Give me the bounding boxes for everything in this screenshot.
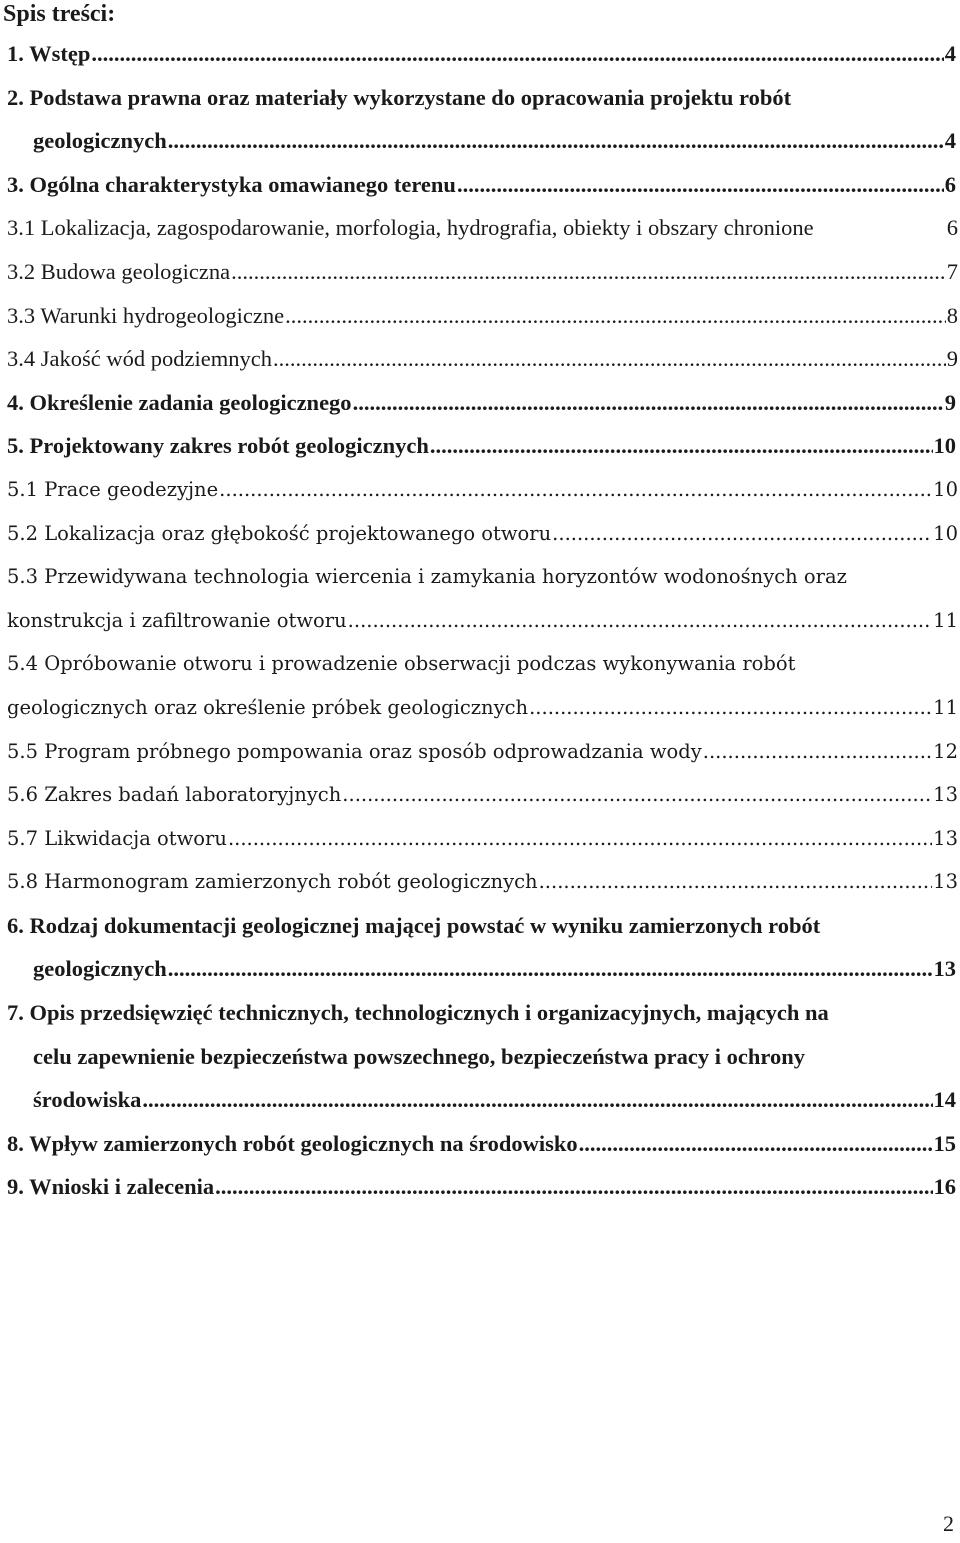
toc-leader-dots	[285, 294, 946, 338]
toc-entry-page: 14	[933, 1087, 956, 1113]
toc-entry-page: 8	[946, 302, 958, 328]
toc-entry-continuation[interactable]	[0, 599, 960, 643]
toc-entry-title: 9. Wnioski i zalecenia	[7, 1174, 215, 1200]
toc-entry-page: 13	[933, 956, 956, 982]
toc-entry[interactable]	[0, 163, 960, 207]
toc-entry-title: 5.4 Opróbowanie otworu i prowadzenie obserwacji podczas wykonywania robót	[7, 652, 796, 676]
toc-entry-page: 16	[933, 1174, 956, 1200]
toc-entry-continuation[interactable]	[0, 686, 960, 730]
toc-entry-title: geologicznych	[33, 956, 167, 982]
toc-leader-dots	[215, 1165, 932, 1209]
toc-entry-title: 6. Rodzaj dokumentacji geologicznej mającej powstać w wyniku zamierzonych robót	[7, 912, 821, 938]
toc-entry-title: 5.1 Prace geodezyjne	[7, 477, 219, 501]
toc-entry[interactable]	[0, 250, 960, 294]
toc-entry-page: 13	[933, 826, 958, 850]
toc-entry-page: 10	[933, 433, 956, 459]
toc-leader-dots	[219, 468, 932, 512]
toc-entry-title: 8. Wpływ zamierzonych robót geologicznych na środowisko	[7, 1130, 578, 1156]
toc-entry-page: 13	[933, 783, 958, 807]
toc-leader-dots	[539, 860, 933, 904]
toc-entry-title: 5.7 Likwidacja otworu	[7, 826, 227, 850]
toc-entry[interactable]	[0, 1122, 960, 1166]
toc-leader-dots	[231, 250, 946, 294]
toc-entry-title: 2. Podstawa prawna oraz materiały wykorzystane do opracowania projektu robót	[7, 84, 792, 110]
toc-entry-page: 13	[933, 870, 958, 894]
toc-entry-page: 9	[944, 389, 956, 415]
toc-entry[interactable]	[0, 76, 960, 120]
toc-entry-page: 4	[944, 128, 956, 154]
toc-entry[interactable]	[0, 817, 960, 861]
toc-entry-page: 12	[933, 739, 958, 763]
toc-entry[interactable]	[0, 337, 960, 381]
toc-entry-title: 3. Ogólna charakterystyka omawianego terenu	[7, 171, 456, 197]
toc-leader-dots	[552, 512, 932, 556]
toc-entry[interactable]	[0, 555, 960, 599]
toc-entry-title: geologicznych oraz określenie próbek geologicznych	[7, 695, 529, 719]
toc-entry[interactable]	[0, 860, 960, 904]
toc-leader-dots	[342, 773, 932, 817]
toc-entry[interactable]	[0, 904, 960, 948]
toc-entry[interactable]	[0, 32, 960, 76]
toc-entry[interactable]	[0, 730, 960, 774]
toc-entry-title: 3.2 Budowa geologiczna	[7, 258, 231, 284]
toc-leader-dots	[353, 381, 944, 425]
toc-entry-page: 10	[933, 521, 958, 545]
toc-leader-dots	[579, 1122, 933, 1166]
toc-entry-title: 5. Projektowany zakres robót geologicznych	[7, 433, 429, 459]
toc-entry-page: 11	[933, 695, 958, 719]
toc-entry-continuation[interactable]	[0, 1035, 960, 1079]
toc-entry-title: 5.6 Zakres badań laboratoryjnych	[7, 783, 342, 807]
toc-leader-dots	[142, 1078, 932, 1122]
toc-entry-page: 6	[946, 215, 958, 241]
toc-entry-continuation[interactable]	[0, 119, 960, 163]
toc-heading: Spis treści:	[3, 1, 116, 27]
toc-leader-dots	[457, 163, 944, 207]
toc-entry[interactable]	[0, 1165, 960, 1209]
toc-entry[interactable]	[0, 424, 960, 468]
toc-entry-page: 7	[946, 258, 958, 284]
toc-entry-page: 6	[944, 171, 956, 197]
toc-leader-dots	[168, 947, 933, 991]
toc-entry-continuation[interactable]	[0, 947, 960, 991]
toc-leader-dots	[348, 599, 933, 643]
toc-leader-dots	[168, 119, 944, 163]
toc-entry[interactable]	[0, 381, 960, 425]
toc-entry[interactable]	[0, 468, 960, 512]
toc-leader-dots	[529, 686, 932, 730]
toc-entry-title: środowiska	[33, 1087, 142, 1113]
toc-entry-title: geologicznych	[33, 128, 167, 154]
toc-entry-page: 4	[944, 41, 956, 66]
toc-entry-page: 10	[933, 477, 958, 501]
toc-entry-page: 15	[933, 1130, 956, 1156]
toc-entry[interactable]	[0, 206, 960, 250]
toc-entry-title: 3.4 Jakość wód podziemnych	[7, 346, 272, 372]
toc-entry[interactable]	[0, 512, 960, 556]
toc-list	[0, 32, 960, 1209]
toc-leader-dots	[703, 730, 932, 774]
toc-leader-dots	[273, 337, 946, 381]
toc-entry-title: konstrukcja i zafiltrowanie otworu	[7, 608, 347, 632]
toc-leader-dots	[228, 817, 932, 861]
toc-entry-page: 9	[946, 346, 958, 372]
toc-entry-title: 5.2 Lokalizacja oraz głębokość projektowanego otworu	[7, 521, 552, 545]
toc-entry-title: celu zapewnienie bezpieczeństwa powszechnego, bezpieczeństwa pracy i ochrony	[33, 1043, 805, 1069]
toc-leader-dots	[430, 424, 933, 468]
toc-entry-title: 4. Określenie zadania geologicznego	[7, 389, 352, 415]
toc-entry[interactable]	[0, 773, 960, 817]
toc-entry[interactable]	[0, 294, 960, 338]
toc-entry-title: 3.1 Lokalizacja, zagospodarowanie, morfologia, hydrografia, obiekty i obszary chronione	[7, 215, 814, 241]
toc-entry-continuation[interactable]	[0, 1078, 960, 1122]
toc-entry-page: 11	[933, 608, 958, 632]
toc-entry-title: 5.8 Harmonogram zamierzonych robót geologicznych	[7, 870, 538, 894]
toc-entry[interactable]	[0, 991, 960, 1035]
toc-leader-dots	[91, 32, 943, 76]
toc-entry-title: 5.5 Program próbnego pompowania oraz sposób odprowadzania wody	[7, 739, 702, 763]
page-number: 2	[943, 1511, 954, 1536]
toc-entry-title: 7. Opis przedsięwzięć technicznych, technologicznych i organizacyjnych, mających na	[7, 1000, 829, 1026]
toc-entry-title: 5.3 Przewidywana technologia wiercenia i zamykania horyzontów wodonośnych oraz	[7, 565, 847, 589]
toc-entry[interactable]	[0, 642, 960, 686]
toc-entry-title: 3.3 Warunki hydrogeologiczne	[7, 302, 285, 328]
toc-entry-title: 1. Wstęp	[7, 41, 91, 66]
